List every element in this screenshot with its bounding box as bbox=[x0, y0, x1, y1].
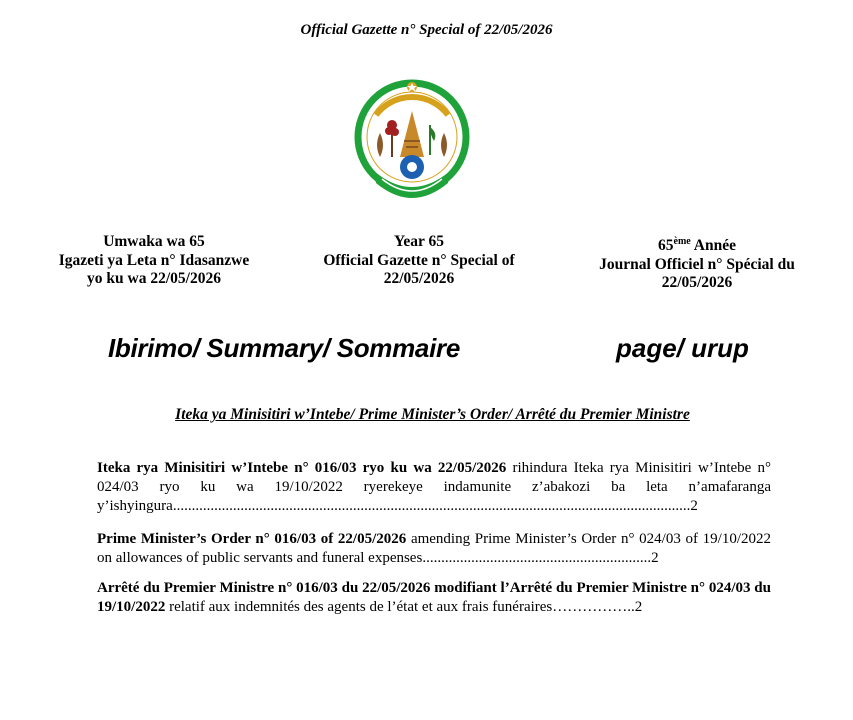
toc-entry-french[interactable] bbox=[97, 579, 771, 617]
toc-entry-english[interactable] bbox=[97, 530, 771, 568]
date-label: 22/05/2026 bbox=[661, 274, 733, 292]
section-heading: Iteka ya Minisitiri w’Intebe/ Prime Minister’s Order/ Arrêté du Premier Ministre bbox=[175, 406, 690, 423]
date-label: 22/05/2026 bbox=[383, 270, 455, 287]
rwanda-coat-of-arms-icon bbox=[352, 75, 472, 215]
year-label: Year 65 bbox=[393, 233, 445, 250]
french-edition-block bbox=[566, 233, 828, 293]
gazette-header: Official Gazette n° Special of 22/05/2026 bbox=[300, 22, 553, 38]
entry-text: relatif aux indemnités des agents de l’état et aux frais funéraires bbox=[165, 599, 553, 615]
summary-title: Ibirimo/ Summary/ Sommaire bbox=[108, 333, 460, 363]
english-edition-block bbox=[294, 233, 544, 289]
entry-dots: ............................................................. bbox=[422, 550, 652, 566]
entry-title: Arrêté du Premier Ministre n° 016/03 du 22/05/2026 modifiant l’Arrêté du Premier Ministre n° 024/03 du 19/10/2022 bbox=[97, 580, 771, 615]
kinyarwanda-edition-block bbox=[20, 233, 288, 289]
entry-dots: .......................................................................................................................................... bbox=[172, 498, 691, 514]
date-label: yo ku wa 22/05/2026 bbox=[87, 270, 221, 287]
page-column-title: page/ urup bbox=[616, 333, 749, 363]
entry-title: Prime Minister’s Order n° 016/03 of 22/05/2026 bbox=[97, 531, 407, 547]
entry-page: 2 bbox=[651, 550, 659, 566]
year-label: 65ème Année bbox=[658, 236, 736, 255]
entry-title: Iteka rya Minisitiri w’Intebe n° 016/03 ryo ku wa 22/05/2026 bbox=[97, 460, 507, 476]
entry-page: 2 bbox=[690, 498, 698, 514]
entry-text: rihindura Iteka rya Minisitiri w’Intebe n° 024/03 ryo ku wa 19/10/2022 ryerekeye indamunite z’abakozi ba leta n’amafaranga y’ishyingura bbox=[97, 460, 772, 514]
gazette-label: Journal Officiel n° Spécial du bbox=[599, 255, 795, 273]
gazette-label: Igazeti ya Leta n° Idasanzwe bbox=[58, 251, 250, 269]
entry-dots: …………….. bbox=[552, 599, 635, 615]
toc-entry-kinyarwanda[interactable] bbox=[97, 459, 771, 516]
year-label: Umwaka wa 65 bbox=[103, 233, 205, 250]
entry-page: 2 bbox=[634, 599, 643, 615]
gazette-label: Official Gazette n° Special of bbox=[323, 251, 515, 269]
entry-text: amending Prime Minister’s Order n° 024/03 of 19/10/2022 on allowances of public servants and funeral expenses bbox=[97, 531, 771, 566]
